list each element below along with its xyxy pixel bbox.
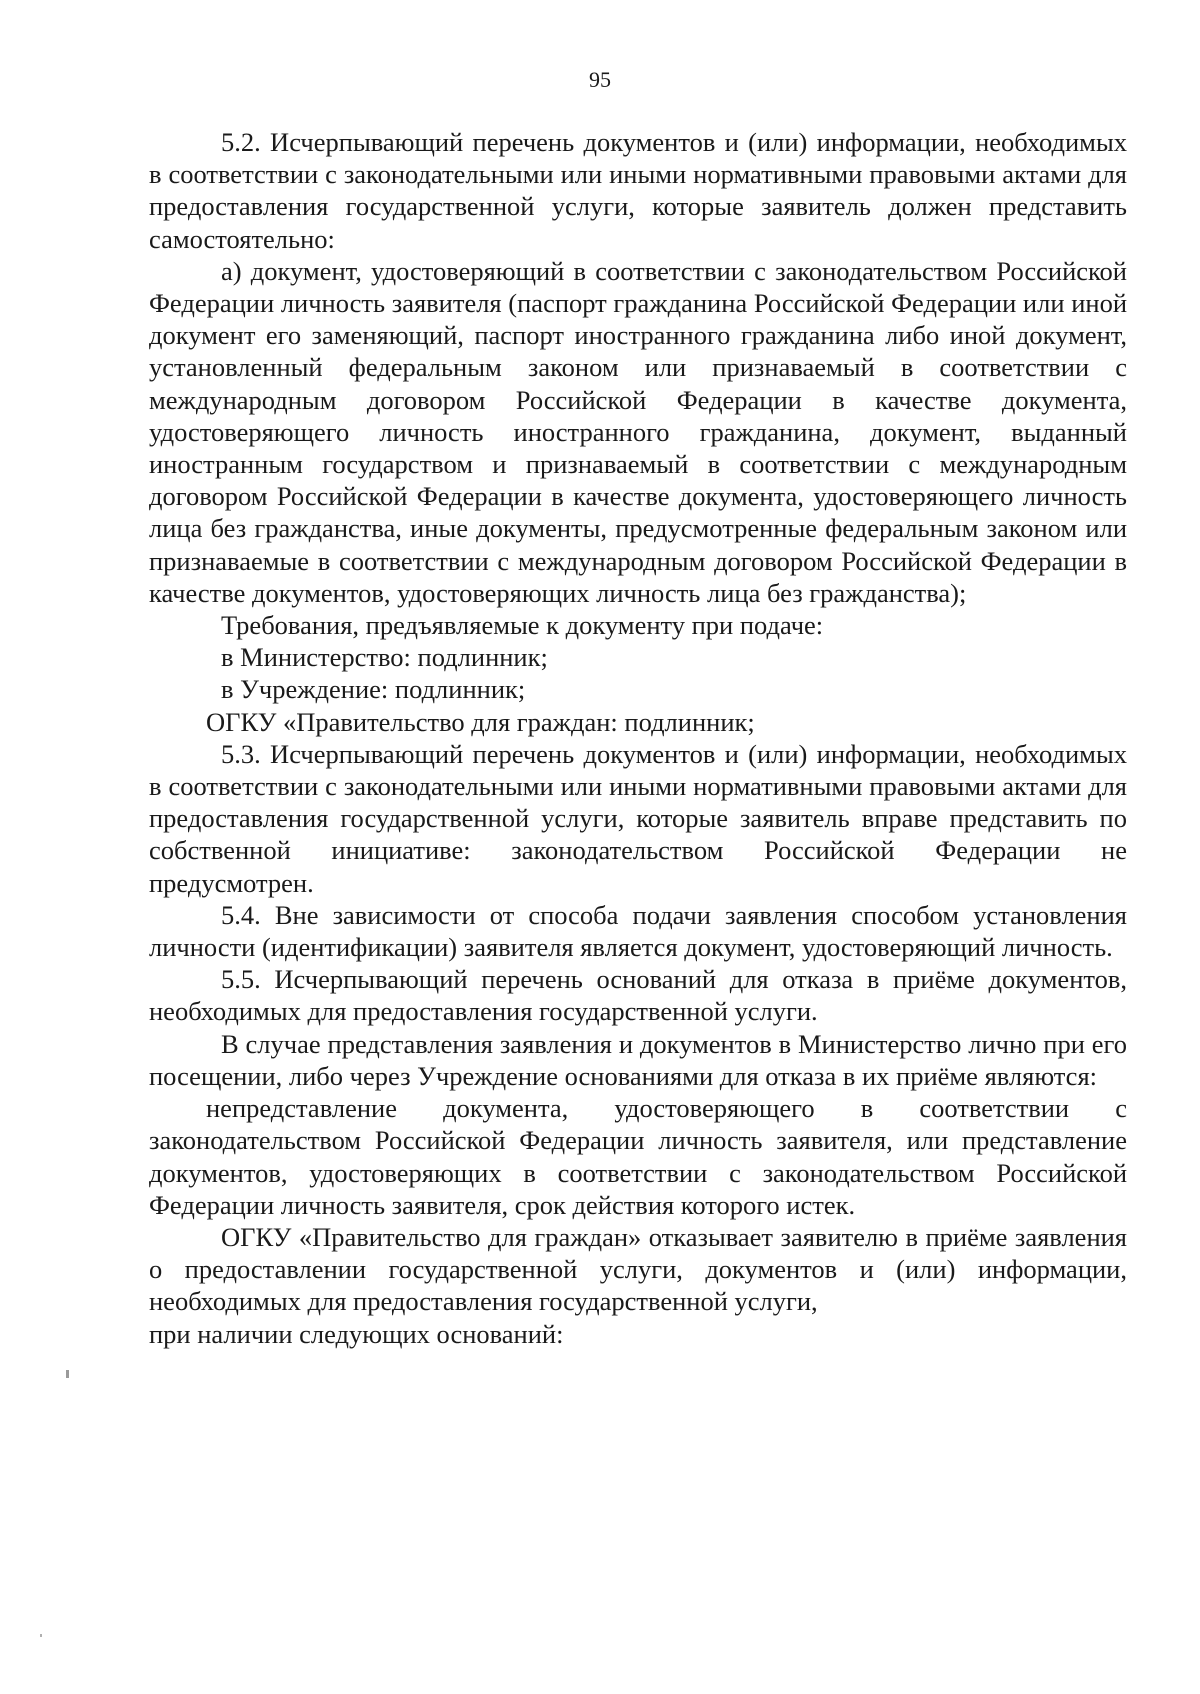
paragraph-institution: в Учреждение: подлинник; [221,674,526,705]
paragraph-ogku-refusal: ОГКУ «Правительство для граждан» отказывает заявителю в приёме заявления о предоставлении государственной услуги, документов и (или) информации, необходимых для предоставления государственной услуги, [149,1221,1127,1317]
paragraph-requirements: Требования, предъявляемые к документу при подаче: [221,610,824,641]
paragraph-5-5: 5.5. Исчерпывающий перечень оснований для отказа в приёме документов, необходимых для предоставления государственной услуги. [149,964,1127,1027]
scan-speck [40,1634,42,1637]
page-number: 95 [589,67,611,92]
paragraph-following-grounds: при наличии следующих оснований: [149,1318,564,1349]
document-body [149,126,1127,1350]
paragraph-5-2-a: а) документ, удостоверяющий в соответствии с законодательством Российской Федерации личность заявителя (паспорт гражданина Российской Федерации или иной документ его заменяющий, паспорт иностранного гражданина либо иной документ, установленный федеральным законом или признаваемый в соответствии с международным договором Российской Федерации в качестве документа, удостоверяющего личность иностранного гражданина, документ, выданный иностранным государством и признаваемый в соответствии с международным договором Российской Федерации в качестве документа, удостоверяющего личность лица без гражданства, иные документы, предусмотренные федеральным законом или признаваемые в соответствии с международным договором Российской Федерации в качестве документов, удостоверяющих личность лица без гражданства); [149,255,1127,608]
paragraph-5-3: 5.3. Исчерпывающий перечень документов и (или) информации, необходимых в соответствии с законодательными или иными нормативными правовыми актами для предоставления государственной услуги, которые заявитель вправе представить по собственной инициативе: законодательством Российской Федерации не предусмотрен. [149,738,1127,898]
paragraph-non-submission: непредставление документа, удостоверяющего в соответствии с законодательством Российской Федерации личность заявителя, или представление документов, удостоверяющих в соответствии с законодательством Российской Федерации личность заявителя, срок действия которого истек. [149,1093,1127,1220]
paragraph-case-ministry: В случае представления заявления и документов в Министерство лично при его посещении, либо через Учреждение основаниями для отказа в их приёме являются: [149,1028,1127,1091]
paragraph-5-4: 5.4. Вне зависимости от способа подачи заявления способом установления личности (идентификации) заявителя является документ, удостоверяющий личность. [149,899,1127,963]
paragraph-ogku: ОГКУ «Правительство для граждан: подлинник; [206,706,755,737]
paragraph-ministry: в Министерство: подлинник; [221,642,548,673]
paragraph-5-2: 5.2. Исчерпывающий перечень документов и (или) информации, необходимых в соответствии с законодательными или иными нормативными правовыми актами для предоставления государственной услуги, которые заявитель должен представить самостоятельно: [149,127,1127,254]
scan-speck [66,1370,69,1378]
